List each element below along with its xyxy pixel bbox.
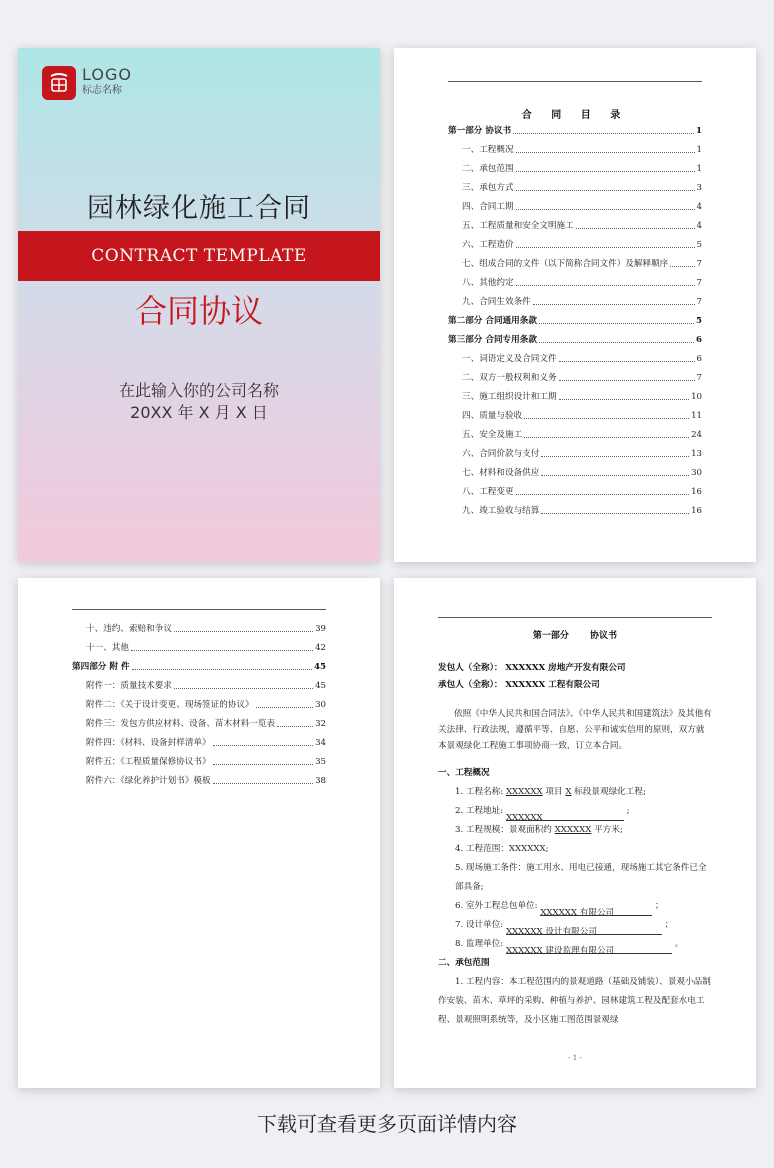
toc-leader-dots	[131, 650, 313, 651]
toc-entry[interactable]	[448, 460, 702, 479]
toc-entry[interactable]	[72, 692, 326, 711]
toc-entry[interactable]	[72, 711, 326, 730]
toc-leader-dots	[516, 247, 695, 248]
logo-sub: 标志名称	[82, 85, 122, 96]
logo-icon	[42, 66, 76, 100]
toc-entry[interactable]	[448, 365, 702, 384]
toc-entry-label: 附件四：《材料、设备封样清单》	[86, 738, 211, 748]
logo-text	[82, 66, 132, 98]
header-rule	[448, 81, 702, 82]
toc-entry-label: 五、工程质量和安全文明施工	[462, 221, 574, 231]
toc-entry-label: 七、组成合同的文件（以下简称合同文件）及解释顺序	[462, 259, 669, 269]
toc-entry-page: 6	[696, 354, 702, 364]
toc-entry-page: 16	[691, 506, 702, 516]
toc-entry-label: 第二部分 合同通用条款	[448, 316, 537, 326]
toc-entry[interactable]	[448, 194, 702, 213]
item-4: 4. 工程范围：XXXXXX;	[455, 844, 549, 854]
employer-line	[438, 660, 712, 677]
toc-entry-label: 附件五：《工程质量保修协议书》	[86, 757, 211, 767]
toc-list	[448, 118, 702, 517]
item-7-value: XXXXXX 设计有限公司	[505, 927, 597, 937]
item-1-end: 标段景观绿化工程;	[574, 787, 646, 797]
toc-entry-label: 六、工程造价	[462, 240, 514, 250]
toc-entry[interactable]	[448, 213, 702, 232]
toc-leader-dots	[576, 228, 695, 229]
toc-entry-page: 38	[315, 776, 326, 786]
toc-entry[interactable]	[448, 384, 702, 403]
toc-entry-label: 附件三：发包方供应材料、设备、苗木材料一览表	[86, 719, 276, 729]
item-1-project: 项目	[545, 787, 563, 797]
toc-leader-dots	[559, 380, 695, 381]
toc-leader-dots	[516, 209, 695, 210]
toc-entry-page: 30	[691, 468, 702, 478]
toc-entry-page: 45	[314, 662, 326, 672]
toc-entry-page: 4	[696, 202, 702, 212]
item-8	[438, 935, 712, 954]
toc-entry-label: 九、竣工验收与结算	[462, 506, 540, 516]
item-2	[438, 802, 712, 821]
toc-entry-page: 35	[315, 757, 326, 767]
toc-title: 合 同 目 录	[521, 110, 629, 121]
toc-leader-dots	[516, 152, 695, 153]
item-3-value: XXXXXX	[554, 825, 592, 835]
toc-entry-page: 1	[696, 126, 702, 136]
item-7-label: 7. 设计单位:	[455, 920, 504, 930]
toc-entry-page: 39	[315, 624, 326, 634]
toc-entry-page: 1	[696, 145, 702, 155]
toc-page-1	[394, 48, 756, 562]
toc-leader-dots	[670, 266, 694, 267]
toc-entry-label: 二、承包范围	[462, 164, 514, 174]
item-2-value: XXXXXX	[505, 813, 543, 823]
toc-entry[interactable]	[448, 479, 702, 498]
toc-entry[interactable]	[448, 118, 702, 137]
item-7-end: ；	[664, 920, 674, 930]
item-5: 5. 现场施工条件：施工用水、用电已接通，现场施工其它条件已全部具备;	[455, 863, 707, 892]
toc-entry-page: 34	[315, 738, 326, 748]
cover-page	[18, 48, 380, 562]
toc-entry-label: 八、其他约定	[462, 278, 514, 288]
toc-leader-dots	[524, 437, 689, 438]
item-7	[438, 916, 712, 935]
toc-entry[interactable]	[72, 749, 326, 768]
item-2-field	[506, 809, 624, 821]
item-8-end: 。	[674, 939, 684, 949]
toc-entry-page: 30	[315, 700, 326, 710]
toc-entry-page: 5	[696, 240, 702, 250]
toc-entry[interactable]	[448, 251, 702, 270]
contractor-line	[438, 677, 712, 694]
cover-subtitle: 合同协议	[134, 292, 263, 330]
toc-entry-page: 16	[691, 487, 702, 497]
item-8-value: XXXXXX 建设监理有限公司	[505, 946, 615, 956]
contract-template-band: CONTRACT TEMPLATE	[18, 231, 380, 281]
toc-leader-dots	[541, 475, 689, 476]
toc-leader-dots	[174, 688, 313, 689]
toc-entry-label: 第一部分 协议书	[448, 126, 512, 136]
toc-leader-dots	[559, 399, 690, 400]
toc-entry[interactable]	[448, 498, 702, 517]
toc-entry[interactable]	[448, 422, 702, 441]
toc-entry[interactable]	[72, 616, 326, 635]
toc-list	[72, 616, 326, 787]
toc-entry[interactable]	[72, 730, 326, 749]
cover-title: 园林绿化施工合同	[87, 193, 311, 224]
toc-entry[interactable]	[448, 308, 702, 327]
item-1-label: 1. 工程名称:	[455, 787, 504, 797]
toc-entry-label: 二、双方一般权利和义务	[462, 373, 557, 383]
toc-entry-label: 四、合同工期	[462, 202, 514, 212]
toc-leader-dots	[213, 764, 313, 765]
toc-entry[interactable]	[448, 327, 702, 346]
item-3-label: 3. 工程规模：景观面积约	[455, 825, 552, 835]
cover-date: 20XX 年 X 月 X 日	[130, 403, 268, 422]
toc-entry[interactable]	[72, 635, 326, 654]
toc-leader-dots	[533, 304, 695, 305]
agreement-page	[394, 578, 756, 1088]
toc-entry-label: 附件二：《关于设计变更、现场签证的协议》	[86, 700, 254, 710]
toc-leader-dots	[174, 631, 313, 632]
toc-leader-dots	[513, 133, 694, 134]
toc-entry-page: 1	[696, 164, 702, 174]
parties	[438, 660, 712, 694]
toc-leader-dots	[524, 418, 689, 419]
toc-entry-page: 45	[315, 681, 326, 691]
toc-entry-page: 11	[691, 411, 702, 421]
item-6-end: ；	[655, 901, 664, 911]
agreement-title: 第一部分 协议书	[532, 631, 618, 641]
item-1-section: X	[565, 787, 572, 797]
toc-entry-label: 四、质量与验收	[462, 411, 523, 421]
toc-entry-label: 十一、其他	[86, 643, 129, 653]
toc-entry-label: 一、词语定义及合同文件	[462, 354, 557, 364]
toc-entry-page: 24	[691, 430, 702, 440]
toc-entry-page: 7	[696, 297, 702, 307]
toc-leader-dots	[539, 323, 694, 324]
toc-entry-label: 第四部分 附 件	[72, 662, 130, 672]
item-6-label: 6. 室外工程总包单位:	[455, 901, 538, 911]
toc-entry[interactable]	[72, 654, 326, 673]
item-2-label: 2. 工程地址:	[455, 806, 504, 816]
toc-page-2	[18, 578, 380, 1088]
item-1	[438, 783, 712, 802]
toc-leader-dots	[541, 513, 689, 514]
preamble: 依照《中华人民共和国合同法》、《中华人民共和国建筑法》及其他有关法律、行政法规，遵循平等、自愿、公平和诚实信用的原则，双方就本景观绿化工程施工事项协商一致，订立本合同。	[438, 709, 712, 751]
item-3	[438, 821, 712, 840]
toc-leader-dots	[256, 707, 313, 708]
toc-entry[interactable]	[448, 175, 702, 194]
logo-label: LOGO	[82, 65, 132, 84]
toc-entry[interactable]	[448, 270, 702, 289]
toc-leader-dots	[516, 494, 689, 495]
section-2-title: 二、承包范围	[438, 958, 490, 968]
toc-entry-label: 三、承包方式	[462, 183, 514, 193]
toc-entry-label: 第三部分 合同专用条款	[448, 335, 537, 345]
toc-leader-dots	[516, 171, 695, 172]
toc-entry-label: 一、工程概况	[462, 145, 514, 155]
toc-entry-page: 7	[696, 278, 702, 288]
toc-entry[interactable]	[448, 346, 702, 365]
item-2-end: ;	[626, 806, 630, 816]
toc-entry-page: 3	[696, 183, 702, 193]
page-number: - 1 -	[568, 1054, 582, 1062]
toc-entry-label: 三、施工组织设计和工期	[462, 392, 557, 402]
toc-leader-dots	[277, 726, 313, 727]
scope-text: 1. 工程内容：本工程范围内的景观道路（基础及铺装）、景观小品制作安装、苗木、草坪的采购、种植与养护、园林建筑工程及配套水电工程、景观照明系统等，及小区施工图范围景观绿	[438, 977, 711, 1025]
company-name: 在此输入你的公司名称	[118, 381, 279, 400]
item-7-field	[506, 923, 662, 935]
toc-entry[interactable]	[72, 673, 326, 692]
item-8-label: 8. 监理单位:	[455, 939, 504, 949]
toc-entry-page: 7	[696, 259, 702, 269]
toc-leader-dots	[132, 669, 312, 670]
toc-entry[interactable]	[448, 289, 702, 308]
toc-entry[interactable]	[448, 403, 702, 422]
toc-entry-page: 5	[696, 316, 702, 326]
contractor-label: 承包人（全称）：	[438, 680, 503, 690]
toc-entry-label: 十、违约、索赔和争议	[86, 624, 172, 634]
footer-caption: 下载可查看更多页面详情内容	[257, 1112, 517, 1136]
toc-leader-dots	[541, 456, 689, 457]
item-6-field	[540, 904, 652, 916]
header-rule	[72, 609, 326, 610]
item-3-end: 平方米;	[594, 825, 623, 835]
toc-leader-dots	[213, 745, 313, 746]
contractor-name: XXXXXX 工程有限公司	[505, 680, 600, 690]
toc-entry[interactable]	[448, 441, 702, 460]
toc-leader-dots	[516, 285, 695, 286]
toc-entry-label: 附件六：《绿化养护计划书》模板	[86, 776, 211, 786]
header-rule	[438, 617, 712, 618]
toc-leader-dots	[539, 342, 694, 343]
toc-leader-dots	[213, 783, 313, 784]
toc-entry-label: 九、合同生效条件	[462, 297, 531, 307]
toc-entry-page: 10	[691, 392, 702, 402]
section-1	[438, 764, 712, 1030]
toc-entry[interactable]	[448, 232, 702, 251]
toc-entry-page: 32	[315, 719, 326, 729]
toc-entry-label: 六、合同价款与支付	[462, 449, 540, 459]
toc-leader-dots	[559, 361, 695, 362]
item-6-value: XXXXXX 有限公司	[540, 908, 615, 918]
toc-entry-page: 4	[696, 221, 702, 231]
toc-entry[interactable]	[448, 156, 702, 175]
toc-entry-page: 7	[696, 373, 702, 383]
toc-entry-label: 七、材料和设备供应	[462, 468, 540, 478]
toc-entry[interactable]	[448, 137, 702, 156]
item-1-name: XXXXXX	[505, 787, 543, 797]
toc-entry[interactable]	[72, 768, 326, 787]
toc-entry-label: 五、安全及施工	[462, 430, 523, 440]
item-8-field	[506, 942, 672, 954]
toc-entry-label: 附件一：质量技术要求	[86, 681, 172, 691]
toc-entry-page: 13	[691, 449, 702, 459]
toc-entry-page: 6	[696, 335, 702, 345]
toc-leader-dots	[516, 190, 695, 191]
section-1-title: 一、工程概况	[438, 768, 490, 778]
item-6	[438, 897, 712, 916]
toc-entry-page: 42	[315, 643, 326, 653]
toc-entry-label: 八、工程变更	[462, 487, 514, 497]
employer-label: 发包人（全称）：	[438, 663, 503, 673]
employer-name: XXXXXX 房地产开发有限公司	[505, 663, 626, 673]
